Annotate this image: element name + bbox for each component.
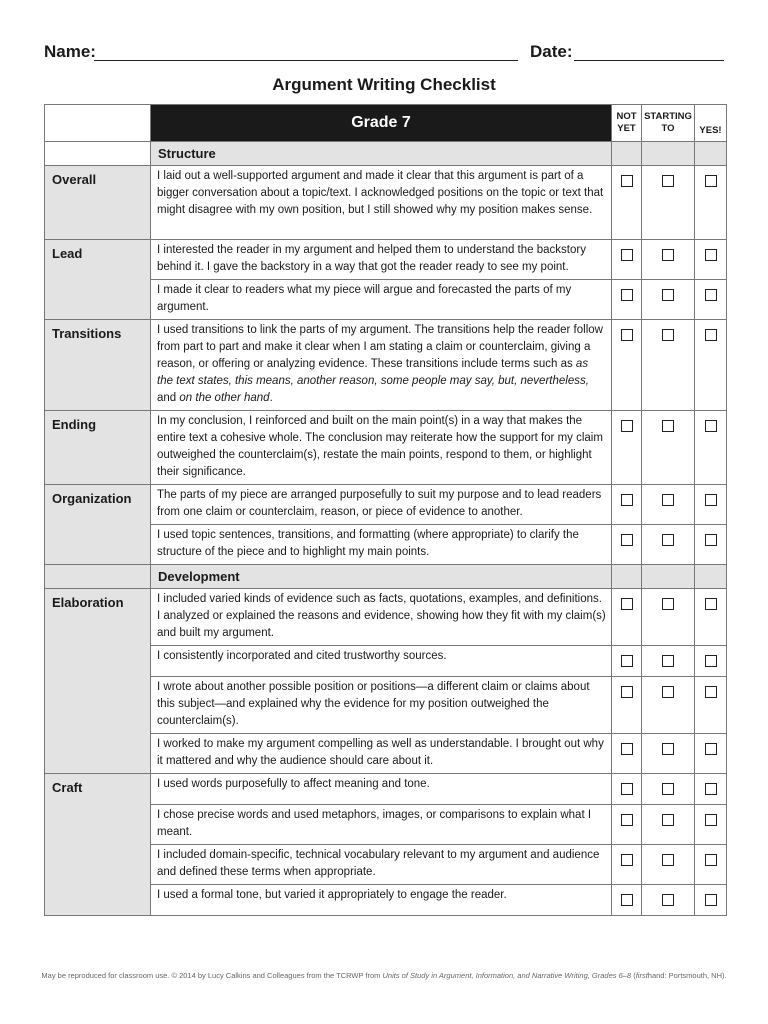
- yes-cell: [695, 885, 727, 916]
- starting-to-cell: [642, 485, 695, 525]
- item-text: In my conclusion, I reinforced and built on the main point(s) in a way that makes the entire text a cohesive whole. The conclusion may reiterate how the support for my claim outweighed the counterclaim(s), restate the main points, respond to them, or highlight their significance.: [151, 411, 612, 485]
- yes-checkbox[interactable]: [705, 598, 717, 610]
- yes-cell: [695, 411, 727, 485]
- yes-checkbox[interactable]: [705, 249, 717, 261]
- starting-to-cell: [642, 589, 695, 646]
- not-yet-cell: [612, 805, 642, 845]
- yes-checkbox[interactable]: [705, 783, 717, 795]
- not-yet-cell: [612, 885, 642, 916]
- starting-to-checkbox[interactable]: [662, 686, 674, 698]
- section-heading-structure: Structure: [151, 142, 612, 166]
- not-yet-cell: [612, 166, 642, 240]
- section-row-structure: [45, 142, 727, 166]
- starting-to-cell: [642, 240, 695, 280]
- starting-to-cell: [642, 411, 695, 485]
- table-row: [45, 411, 727, 485]
- yes-cell: [695, 320, 727, 411]
- not-yet-checkbox[interactable]: [621, 420, 633, 432]
- yes-cell: [695, 677, 727, 734]
- not-yet-checkbox[interactable]: [621, 249, 633, 261]
- footer-text: (: [631, 971, 636, 980]
- starting-to-checkbox[interactable]: [662, 175, 674, 187]
- starting-to-cell: [642, 525, 695, 565]
- not-yet-checkbox[interactable]: [621, 175, 633, 187]
- yes-cell: [695, 240, 727, 280]
- starting-to-checkbox[interactable]: [662, 420, 674, 432]
- starting-to-checkbox[interactable]: [662, 783, 674, 795]
- date-field[interactable]: [574, 60, 724, 61]
- starting-to-checkbox[interactable]: [662, 494, 674, 506]
- not-yet-checkbox[interactable]: [621, 655, 633, 667]
- starting-to-checkbox[interactable]: [662, 249, 674, 261]
- item-text: I included varied kinds of evidence such as facts, quotations, examples, and definitions. I analyzed or explained the reasons and evidence, showing how they fit with my claim(s) and built my argument.: [151, 589, 612, 646]
- starting-to-checkbox[interactable]: [662, 743, 674, 755]
- not-yet-checkbox[interactable]: [621, 783, 633, 795]
- item-text-italic: as the text states, this means, another reason, some people may say, but, nevertheless,: [157, 358, 589, 387]
- not-yet-cell: [612, 734, 642, 774]
- starting-to-cell: [642, 805, 695, 845]
- not-yet-checkbox[interactable]: [621, 686, 633, 698]
- item-text-part: and: [157, 392, 180, 404]
- item-text-part: I used transitions to link the parts of my argument. The transitions help the reader follow from part to part and make it clear when I am stating a claim or counterclaim, giving a reason, or offering or analyzing evidence. These transitions include terms such as: [157, 324, 603, 370]
- item-text-part: .: [269, 392, 273, 404]
- table-row: [45, 166, 727, 240]
- not-yet-checkbox[interactable]: [621, 894, 633, 906]
- not-yet-cell: [612, 411, 642, 485]
- starting-to-cell: [642, 677, 695, 734]
- table-header-row: [45, 105, 727, 142]
- section-shade-cell: [642, 565, 695, 589]
- item-text: [151, 320, 612, 411]
- not-yet-cell: [612, 280, 642, 320]
- yes-checkbox[interactable]: [705, 329, 717, 341]
- not-yet-cell: [612, 320, 642, 411]
- table-row: [45, 774, 727, 805]
- not-yet-cell: [612, 845, 642, 885]
- yes-checkbox[interactable]: [705, 854, 717, 866]
- footer-publisher-italic: first: [635, 971, 648, 980]
- header: [44, 42, 726, 66]
- starting-to-cell: [642, 774, 695, 805]
- item-text: I worked to make my argument compelling as well as understandable. I brought out why it mattered and why the audience should care about it.: [151, 734, 612, 774]
- section-shade-cell: [612, 565, 642, 589]
- not-yet-cell: [612, 240, 642, 280]
- yes-checkbox[interactable]: [705, 534, 717, 546]
- not-yet-heading: [612, 105, 642, 142]
- yes-cell: [695, 589, 727, 646]
- starting-to-checkbox[interactable]: [662, 854, 674, 866]
- item-text: I laid out a well-supported argument and made it clear that this argument is part of a bigger conversation about a topic/text. I acknowledged positions on the topic or text that might disagree with my own position, but I still showed why my position makes sense.: [151, 166, 612, 240]
- name-field[interactable]: [94, 60, 518, 61]
- yes-cell: [695, 805, 727, 845]
- yes-cell: [695, 485, 727, 525]
- category-elaboration: Elaboration: [45, 589, 151, 774]
- not-yet-checkbox[interactable]: [621, 598, 633, 610]
- not-yet-checkbox[interactable]: [621, 534, 633, 546]
- yes-cell: [695, 774, 727, 805]
- item-text: I made it clear to readers what my piece will argue and forecasted the parts of my argument.: [151, 280, 612, 320]
- section-shade-cell: [45, 565, 151, 589]
- starting-to-checkbox[interactable]: [662, 534, 674, 546]
- starting-to-cell: [642, 734, 695, 774]
- starting-to-heading: [642, 105, 695, 142]
- footer-book-title: Units of Study in Argument, Information, and Narrative Writing, Grades 6–8: [382, 971, 632, 980]
- yes-heading: YES!: [695, 105, 727, 142]
- yes-checkbox[interactable]: [705, 686, 717, 698]
- table-row: [45, 485, 727, 525]
- starting-to-heading-line1: STARTING: [644, 111, 692, 122]
- starting-to-cell: [642, 320, 695, 411]
- not-yet-heading-line1: NOT: [616, 111, 637, 122]
- item-text-italic: on the other hand: [179, 392, 270, 404]
- not-yet-checkbox[interactable]: [621, 494, 633, 506]
- starting-to-cell: [642, 166, 695, 240]
- yes-checkbox[interactable]: [705, 289, 717, 301]
- starting-to-cell: [642, 845, 695, 885]
- item-text: I chose precise words and used metaphors, images, or comparisons to explain what I meant.: [151, 805, 612, 845]
- yes-checkbox[interactable]: [705, 175, 717, 187]
- header-blank-cell: [45, 105, 151, 142]
- section-shade-cell: [612, 142, 642, 166]
- item-text: The parts of my piece are arranged purposefully to suit my purpose and to lead readers from one claim or counterclaim, reason, or piece of evidence to another.: [151, 485, 612, 525]
- item-text: I used a formal tone, but varied it appropriately to engage the reader.: [151, 885, 612, 916]
- not-yet-checkbox[interactable]: [621, 743, 633, 755]
- yes-checkbox[interactable]: [705, 655, 717, 667]
- starting-to-cell: [642, 885, 695, 916]
- item-text: I used words purposefully to affect meaning and tone.: [151, 774, 612, 805]
- starting-to-checkbox[interactable]: [662, 289, 674, 301]
- not-yet-cell: [612, 589, 642, 646]
- not-yet-checkbox[interactable]: [621, 854, 633, 866]
- category-overall: Overall: [45, 166, 151, 240]
- not-yet-cell: [612, 525, 642, 565]
- footer-text: hand: Portsmouth, NH).: [647, 971, 727, 980]
- section-blank-cell: [45, 142, 151, 166]
- table-row: [45, 589, 727, 646]
- section-shade-cell: [695, 565, 727, 589]
- section-shade-cell: [642, 142, 695, 166]
- section-row-development: [45, 565, 727, 589]
- category-ending: Ending: [45, 411, 151, 485]
- not-yet-heading-line2: YET: [617, 123, 636, 134]
- not-yet-checkbox[interactable]: [621, 329, 633, 341]
- starting-to-checkbox[interactable]: [662, 329, 674, 341]
- starting-to-checkbox[interactable]: [662, 814, 674, 826]
- yes-checkbox[interactable]: [705, 894, 717, 906]
- not-yet-cell: [612, 677, 642, 734]
- yes-cell: [695, 525, 727, 565]
- grade-heading: Grade 7: [151, 105, 612, 142]
- yes-cell: [695, 646, 727, 677]
- starting-to-heading-line2: TO: [661, 123, 675, 134]
- not-yet-cell: [612, 485, 642, 525]
- category-craft: Craft: [45, 774, 151, 916]
- starting-to-cell: [642, 646, 695, 677]
- yes-checkbox[interactable]: [705, 494, 717, 506]
- category-organization: Organization: [45, 485, 151, 565]
- table-row: [45, 320, 727, 411]
- category-transitions: Transitions: [45, 320, 151, 411]
- section-shade-cell: [695, 142, 727, 166]
- item-text: I consistently incorporated and cited trustworthy sources.: [151, 646, 612, 677]
- footer-text: May be reproduced for classroom use. © 2014 by Lucy Calkins and Colleagues from the TCRWP from: [41, 971, 383, 980]
- checklist-table: [44, 104, 727, 916]
- yes-cell: [695, 166, 727, 240]
- footer-credit: [0, 971, 768, 980]
- starting-to-cell: [642, 280, 695, 320]
- yes-checkbox[interactable]: [705, 420, 717, 432]
- yes-checkbox[interactable]: [705, 814, 717, 826]
- starting-to-checkbox[interactable]: [662, 655, 674, 667]
- date-label: Date:: [530, 42, 573, 61]
- not-yet-checkbox[interactable]: [621, 289, 633, 301]
- section-heading-development: Development: [151, 565, 612, 589]
- page-title: Argument Writing Checklist: [272, 75, 496, 94]
- yes-cell: [695, 280, 727, 320]
- yes-cell: [695, 845, 727, 885]
- yes-checkbox[interactable]: [705, 743, 717, 755]
- item-text: I wrote about another possible position or positions—a different claim or claims about this subject—and explained why the evidence for my position outweighed the counterclaim(s).: [151, 677, 612, 734]
- item-text: I interested the reader in my argument and helped them to understand the backstory behind it. I gave the backstory in a way that got the reader ready to see my point.: [151, 240, 612, 280]
- not-yet-checkbox[interactable]: [621, 814, 633, 826]
- name-label: Name:: [44, 42, 96, 61]
- starting-to-checkbox[interactable]: [662, 598, 674, 610]
- not-yet-cell: [612, 774, 642, 805]
- category-lead: Lead: [45, 240, 151, 320]
- item-text: I included domain-specific, technical vocabulary relevant to my argument and audience and defined these terms when appropriate.: [151, 845, 612, 885]
- starting-to-checkbox[interactable]: [662, 894, 674, 906]
- item-text: I used topic sentences, transitions, and formatting (where appropriate) to clarify the structure of the piece and to highlight my main points.: [151, 525, 612, 565]
- yes-cell: [695, 734, 727, 774]
- table-row: [45, 240, 727, 280]
- not-yet-cell: [612, 646, 642, 677]
